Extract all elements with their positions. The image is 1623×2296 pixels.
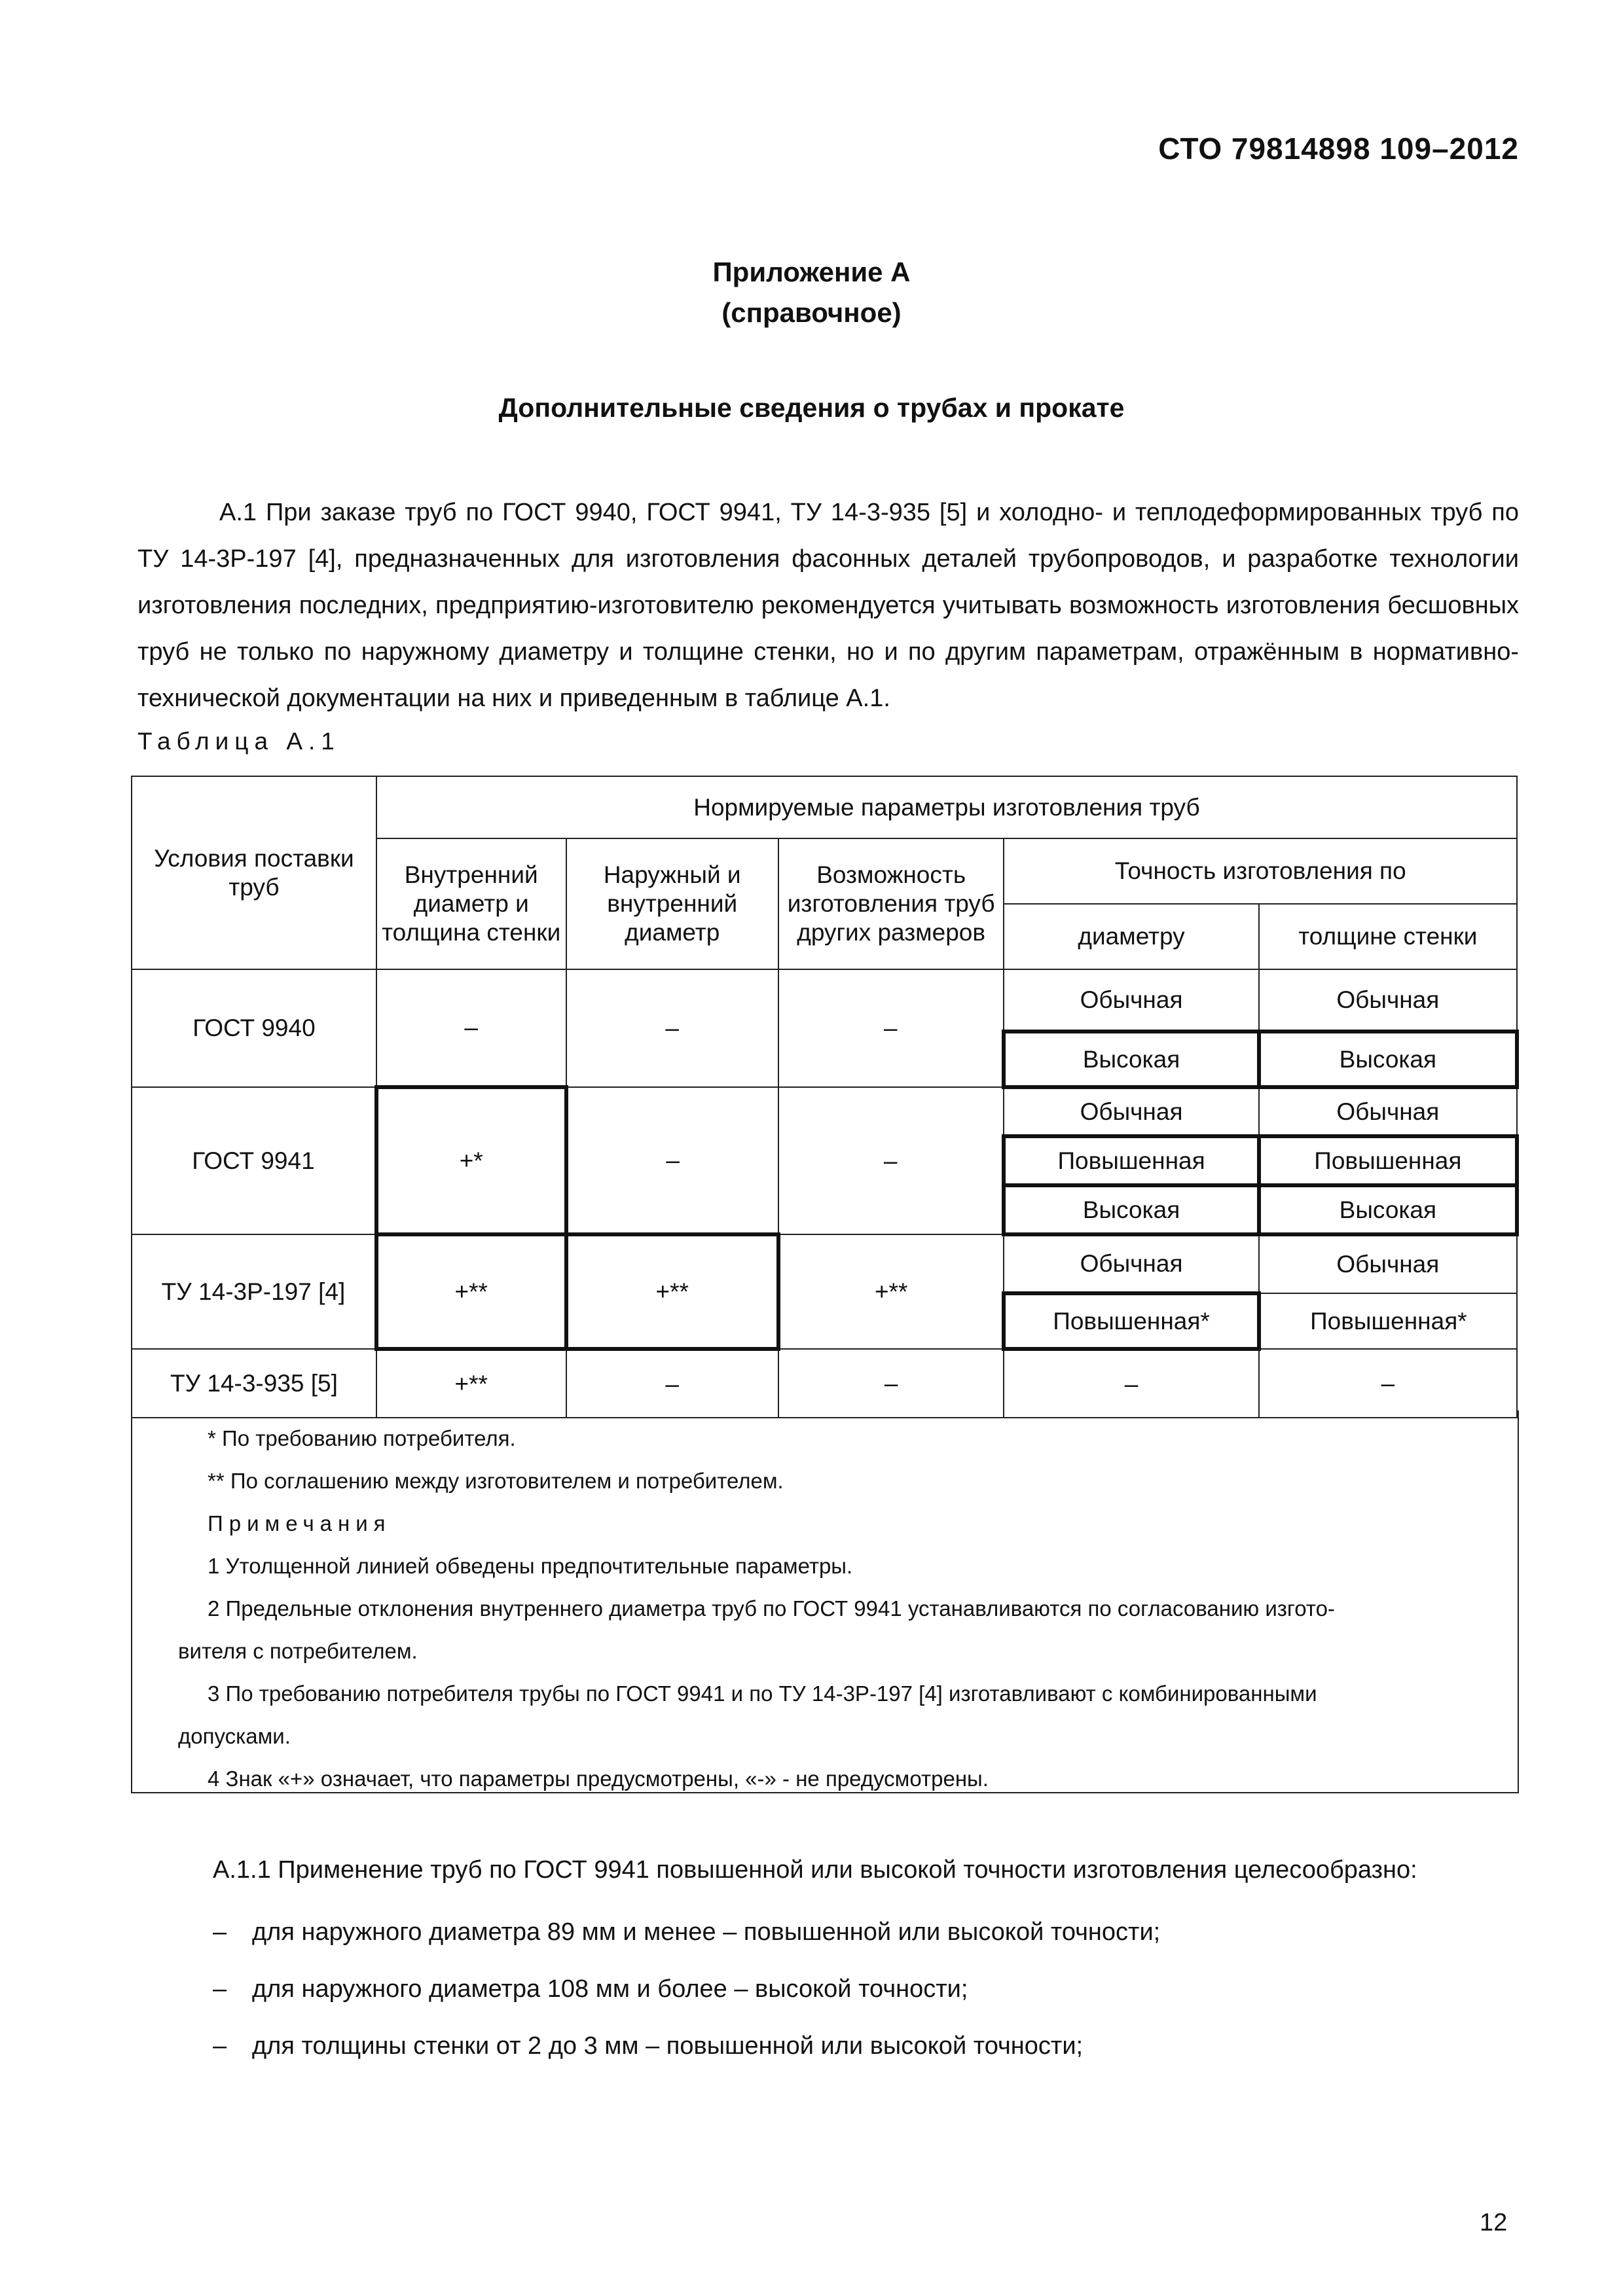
row-name-tu-14-3-935: ТУ 14-3-935 [5] xyxy=(132,1349,376,1418)
cell: Обычная xyxy=(1259,1234,1517,1293)
intro-paragraph xyxy=(137,490,1519,722)
bullet-dash: – xyxy=(213,1975,227,2003)
cell: – xyxy=(778,969,1004,1087)
note-3: 3 По требованию потребителя трубы по ГОСТ 9941 и по ТУ 14-3Р-197 [4] изготавливают с комбинированными xyxy=(208,1681,1317,1706)
header-by-diameter: диаметру xyxy=(1004,904,1258,969)
cell-preferred: +* xyxy=(376,1087,566,1234)
cell-preferred: Высокая xyxy=(1004,1031,1258,1087)
cell: – xyxy=(778,1349,1004,1418)
appendix-title: Приложение А xyxy=(712,257,911,287)
parameters-table xyxy=(131,776,1519,1418)
section-title: Дополнительные сведения о трубах и прокате xyxy=(498,393,1125,423)
header-conditions: Условия поставки труб xyxy=(132,776,376,969)
bullet-dash: – xyxy=(213,2032,227,2060)
cell-preferred: Повышенная xyxy=(1259,1136,1517,1185)
cell: – xyxy=(566,969,778,1087)
header-by-wall: толщине стенки xyxy=(1259,904,1517,969)
notes-heading: Примечания xyxy=(208,1511,392,1535)
page-number: 12 xyxy=(1480,2209,1508,2236)
cell: – xyxy=(566,1349,778,1418)
list-item xyxy=(137,1908,1519,1957)
cell: Обычная xyxy=(1004,1087,1258,1136)
cell: Обычная xyxy=(1259,969,1517,1031)
cell-preferred: Повышенная xyxy=(1004,1136,1258,1185)
cell: Обычная xyxy=(1004,1234,1258,1293)
cell-preferred: Высокая xyxy=(1004,1185,1258,1234)
clause-a11-list xyxy=(137,1908,1519,2071)
list-item-text: для наружного диаметра 108 мм и более – высокой точности; xyxy=(252,1975,968,2003)
cell: Обычная xyxy=(1004,969,1258,1031)
row-name-gost9940: ГОСТ 9940 xyxy=(132,969,376,1087)
list-item xyxy=(137,2022,1519,2071)
cell: – xyxy=(376,969,566,1087)
table-notes xyxy=(131,1410,1519,1793)
clause-a11-text: А.1.1 Применение труб по ГОСТ 9941 повышенной или высокой точности изготовления целесообразно: xyxy=(213,1856,1417,1884)
header-outer-inner: Наружный и внутренний диаметр xyxy=(566,838,778,969)
row-name-gost9941: ГОСТ 9941 xyxy=(132,1087,376,1234)
intro-paragraph-text: А.1 При заказе труб по ГОСТ 9940, ГОСТ 9941, ТУ 14-3-935 [5] и холодно- и теплодеформированных труб по ТУ 14-3Р-197 [4], предназначенных для изготовления фасонных деталей трубопроводов, и разработке технологии изготовления последних, предприятию-изготовителю рекомендуется учитывать возможность изготовления бесшовных труб не только по наружному диаметру и толщине стенки, но и по другим параметрам, отражённым в нормативно-технической документации на них и приведенным в таблице А.1. xyxy=(137,499,1519,712)
note-2-cont: вителя с потребителем. xyxy=(178,1639,418,1663)
footnote-1: * По требованию потребителя. xyxy=(208,1426,516,1450)
clause-a11 xyxy=(137,1846,1519,2079)
header-other-sizes: Возможность изготовления труб других размеров xyxy=(778,838,1004,969)
appendix-kind: (справочное) xyxy=(721,297,902,328)
bullet-dash: – xyxy=(213,1918,227,1946)
cell: – xyxy=(1259,1349,1517,1418)
row-name-tu-14-3r-197: ТУ 14-3Р-197 [4] xyxy=(132,1234,376,1349)
cell: +** xyxy=(778,1234,1004,1349)
note-3-cont: допусками. xyxy=(178,1724,291,1748)
cell: Повышенная* xyxy=(1259,1293,1517,1349)
cell-preferred: +** xyxy=(566,1234,778,1349)
cell: – xyxy=(778,1087,1004,1234)
cell-preferred: Повышенная* xyxy=(1004,1293,1258,1349)
cell-preferred: Высокая xyxy=(1259,1185,1517,1234)
cell-preferred: Высокая xyxy=(1259,1031,1517,1087)
footnote-2: ** По соглашению между изготовителем и потребителем. xyxy=(208,1469,784,1493)
list-item-text: для наружного диаметра 89 мм и менее – повышенной или высокой точности; xyxy=(252,1918,1161,1946)
document-code: СТО 79814898 109–2012 xyxy=(1158,132,1519,166)
header-inner-wall: Внутренний диаметр и толщина стенки xyxy=(376,838,566,969)
list-item-text: для толщины стенки от 2 до 3 мм – повышенной или высокой точности; xyxy=(252,2032,1084,2060)
cell: – xyxy=(566,1087,778,1234)
list-item xyxy=(137,1965,1519,2014)
table-caption: Таблица А.1 xyxy=(137,728,340,755)
cell-preferred: +** xyxy=(376,1234,566,1349)
note-4: 4 Знак «+» означает, что параметры предусмотрены, «-» - не предусмотрены. xyxy=(208,1767,989,1791)
note-2: 2 Предельные отклонения внутреннего диаметра труб по ГОСТ 9941 устанавливаются по согласованию изгото- xyxy=(208,1596,1335,1621)
cell: – xyxy=(1004,1349,1258,1418)
note-1: 1 Утолщенной линией обведены предпочтительные параметры. xyxy=(208,1554,853,1578)
header-group: Нормируемые параметры изготовления труб xyxy=(376,776,1517,838)
cell: Обычная xyxy=(1259,1087,1517,1136)
header-accuracy: Точность изготовления по xyxy=(1004,838,1517,904)
cell: +** xyxy=(376,1349,566,1418)
